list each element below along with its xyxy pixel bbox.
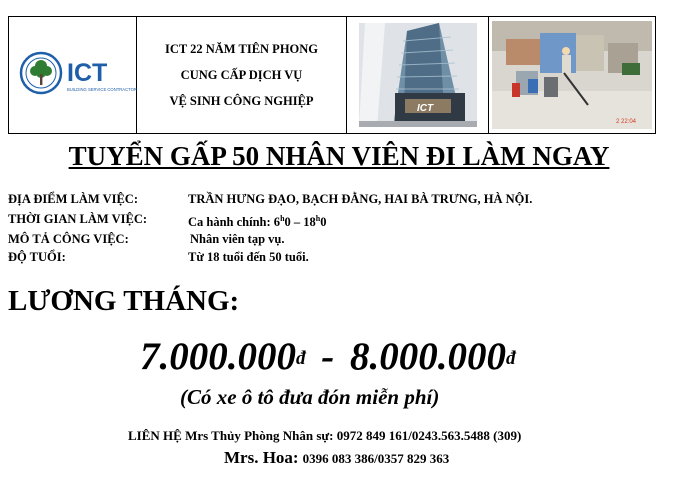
building-photo [359,23,477,127]
transport-note: (Có xe ô tô đưa đón miễn phí) [180,385,440,409]
location-row [8,191,533,207]
time-row [8,211,327,230]
lobby-photo-cell [489,17,655,133]
time-label: THỜI GIAN LÀM VIỆC: [8,212,148,226]
currency-symbol-2: đ [506,348,516,369]
slogan-line-1: ICT 22 NĂM TIÊN PHONG [164,42,319,56]
contact-line-2 [224,448,449,469]
time-value: Ca hành chính: 6$^h$0 – 18$^h$0 [188,214,327,230]
salary-max: 8.000.000 [350,335,506,378]
description-value: Nhân viên tạp vụ. [190,232,285,246]
logo-tagline: BUILDING SERVICE CONTRACTOR [66,87,137,92]
ict-logo [19,47,137,103]
currency-symbol: đ [296,348,306,369]
slogan-line-2: CUNG CẤP DỊCH VỤ [180,68,303,82]
contact-phone-2: 0396 083 386/0357 829 363 [302,451,450,466]
contact-line-1: LIÊN HỆ Mrs Thủy Phòng Nhân sự: 0972 849 161/0243.563.5488 (309) [128,428,522,443]
salary-min: 7.000.000 [140,335,296,378]
salary-label: LƯƠNG THÁNG: [8,285,240,317]
age-value: Từ 18 tuổi đến 50 tuổi. [188,250,309,264]
building-photo-cell [347,17,489,133]
building-sign: ICT [416,103,433,114]
slogan-line-3: VỆ SINH CÔNG NGHIỆP [169,94,314,108]
description-label: MÔ TẢ CÔNG VIỆC: [8,232,129,246]
location-value: TRẦN HƯNG ĐẠO, BẠCH ĐẰNG, HAI BÀ TRƯNG, HÀ NỘI. [188,192,533,206]
salary-range [140,334,516,380]
description-row [8,231,285,247]
lobby-photo [492,21,652,129]
date-stamp: 2 22:04 [616,119,637,125]
contact-name-2: Mrs. Hoa: [224,448,299,467]
logo-cell [9,17,137,133]
age-label: ĐỘ TUỔI: [8,250,66,264]
salary-separator: - [321,335,335,378]
header-table [8,16,656,134]
logo-brand-text: ICT [66,59,107,87]
age-row [8,249,309,265]
headline: TUYỂN GẤP 50 NHÂN VIÊN ĐI LÀM NGAY [68,141,610,171]
company-slogan [137,17,347,133]
location-label: ĐỊA ĐIỂM LÀM VIỆC: [8,192,138,206]
